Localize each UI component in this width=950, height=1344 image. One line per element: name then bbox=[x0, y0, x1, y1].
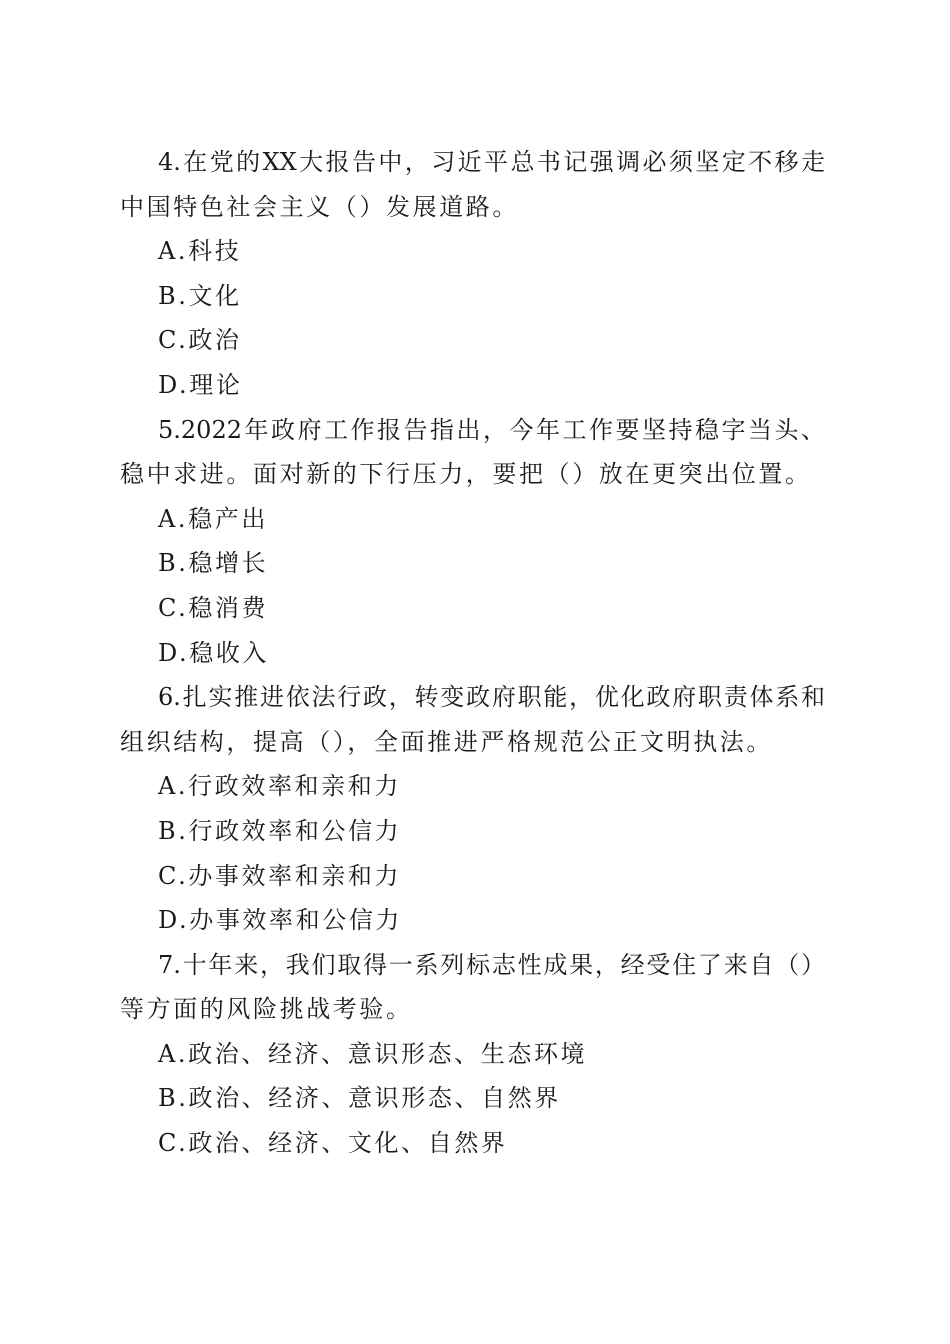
question-7 bbox=[120, 943, 825, 1166]
question-stem-line: 6.扎实推进依法行政，转变政府职能，优化政府职责体系和 bbox=[158, 683, 825, 712]
option-a: A.稳产出 bbox=[158, 504, 268, 533]
question-stem-line: 5.2022年政府工作报告指出，今年工作要坚持稳字当头、 bbox=[158, 415, 825, 444]
option-d: D.稳收入 bbox=[158, 638, 270, 667]
option-b: B.政治、经济、意识形态、自然界 bbox=[158, 1084, 561, 1113]
question-stem-line: 组织结构，提高（），全面推进严格规范公正文明执法。 bbox=[120, 727, 773, 756]
option-c: C.稳消费 bbox=[158, 593, 269, 622]
option-b: B.文化 bbox=[158, 281, 242, 310]
option-d: D.理论 bbox=[158, 370, 243, 399]
option-a: A.科技 bbox=[158, 237, 242, 266]
question-stem-line: 4.在党的XX大报告中，习近平总书记强调必须坚定不移走 bbox=[158, 148, 825, 176]
option-a: A.政治、经济、意识形态、生态环境 bbox=[158, 1039, 588, 1068]
question-stem-line: 7.十年来，我们取得一系列标志性成果，经受住了来自（） bbox=[158, 950, 825, 979]
option-c: C.政治 bbox=[158, 326, 242, 355]
option-b: B.行政效率和公信力 bbox=[158, 816, 402, 845]
question-stem-line: 等方面的风险挑战考验。 bbox=[120, 995, 413, 1024]
option-c: C.办事效率和亲和力 bbox=[158, 861, 402, 890]
option-a: A.行政效率和亲和力 bbox=[158, 772, 401, 801]
question-6 bbox=[120, 675, 825, 943]
question-5 bbox=[120, 408, 825, 676]
option-d: D.办事效率和公信力 bbox=[158, 906, 403, 935]
option-c: C.政治、经济、文化、自然界 bbox=[158, 1129, 508, 1158]
question-stem-line: 稳中求进。面对新的下行压力，要把（）放在更突出位置。 bbox=[120, 460, 812, 489]
question-stem-line: 中国特色社会主义（）发展道路。 bbox=[120, 192, 519, 221]
document-page bbox=[120, 140, 825, 1166]
option-b: B.稳增长 bbox=[158, 549, 269, 578]
question-4 bbox=[120, 140, 825, 408]
